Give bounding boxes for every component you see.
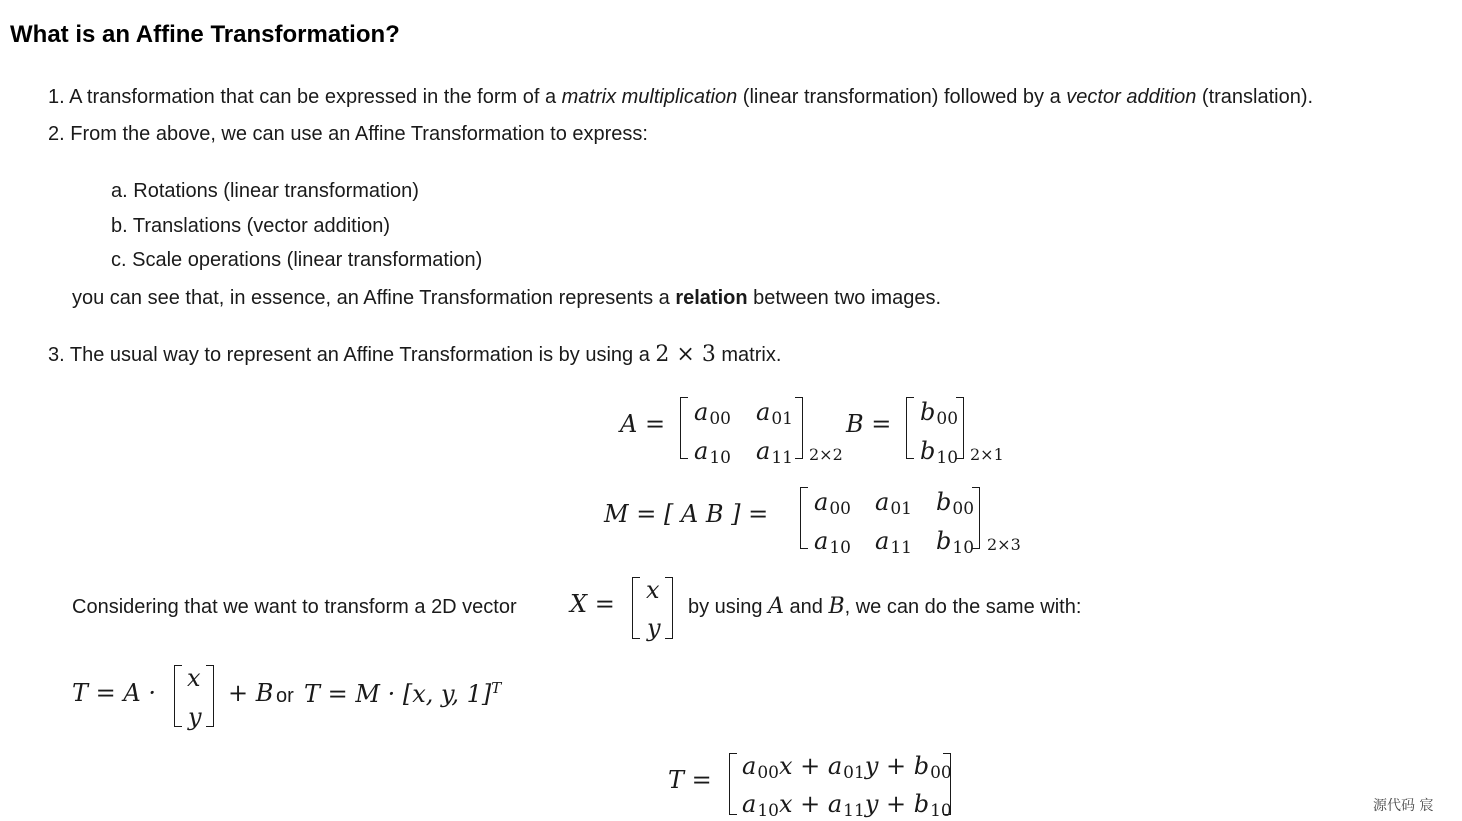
M-dimension: 2×3 (987, 535, 1021, 554)
vec-x: x (646, 576, 660, 604)
B-cell-10: b10 (920, 437, 959, 468)
considering-text-b: by using A and B, we can do the same with: (688, 594, 1082, 619)
list-number: 3. (48, 344, 65, 366)
sub-item-a (111, 179, 419, 203)
bracket-right (943, 753, 951, 815)
summary-bold: relation (675, 287, 748, 309)
eq-B-label: B = (846, 410, 892, 438)
sub-text: Rotations (linear transformation) (133, 180, 419, 202)
B-cell-00: b00 (920, 398, 959, 429)
M-cell-10: a10 (814, 527, 851, 558)
eq-plus-B: + B (228, 679, 274, 707)
sub-text: Scale operations (linear transformation) (132, 249, 483, 271)
bracket-right (206, 665, 214, 727)
item3-text-a: The usual way to represent an Affine Transformation is by using a (69, 344, 656, 366)
item1-text-c: (translation). (1196, 86, 1314, 108)
B-dimension: 2×1 (970, 445, 1004, 464)
list-number: 1. (48, 86, 65, 108)
M-cell-11: a11 (875, 527, 912, 558)
item2-summary (72, 286, 941, 310)
vec-y: y (647, 614, 661, 642)
bracket-left (174, 665, 182, 727)
item3-math: 2 × 3 (655, 342, 716, 367)
list-item-1 (48, 85, 1313, 109)
M-cell-02: b00 (936, 488, 975, 519)
page-title: What is an Affine Transformation? (10, 21, 400, 48)
M-cell-00: a00 (814, 488, 851, 519)
bracket-left (906, 397, 914, 459)
A-dimension: 2×2 (809, 445, 843, 464)
bracket-right (956, 397, 964, 459)
A-cell-01: a01 (756, 398, 793, 429)
sub-letter: b. (111, 215, 128, 237)
item1-text-a: A transformation that can be expressed in the form of a (69, 86, 562, 108)
list-number: 2. (48, 123, 65, 145)
list-item-2 (48, 122, 648, 146)
summary-text-a: you can see that, in essence, an Affine Transformation represents a (72, 287, 676, 309)
A-cell-10: a10 (694, 437, 731, 468)
A-cell-11: a11 (756, 437, 793, 468)
T-row-2: a10x + a11y + b10 (742, 790, 952, 821)
bracket-right (972, 487, 980, 549)
list-item-3 (48, 343, 781, 367)
sub-item-c (111, 248, 482, 272)
vec-y: y (188, 703, 202, 731)
item1-text-b: (linear transformation) followed by a (737, 86, 1067, 108)
eq-A-label: A = (620, 410, 666, 438)
item2-text: From the above, we can use an Affine Transformation to express: (70, 123, 648, 145)
A-cell-00: a00 (694, 398, 731, 429)
sub-text: Translations (vector addition) (132, 215, 391, 237)
eq-T-final-lhs: T = (668, 766, 712, 794)
bracket-left (800, 487, 808, 549)
M-cell-12: b10 (936, 527, 975, 558)
bracket-left (729, 753, 737, 815)
bracket-left (632, 577, 640, 639)
bracket-left (680, 397, 688, 459)
sub-letter: a. (111, 180, 128, 202)
summary-text-b: between two images. (747, 287, 942, 309)
item1-emphasis-a: matrix multiplication (561, 86, 738, 108)
bracket-right (665, 577, 673, 639)
item3-text-b: matrix. (715, 344, 782, 366)
eq-T-lhs: T = A · (72, 679, 156, 707)
vec-x: x (187, 664, 201, 692)
sub-letter: c. (111, 249, 127, 271)
watermark: 源代码 宸 (1373, 798, 1434, 814)
or-text: or (276, 685, 294, 707)
eq-T-rhs: T = M · [x, y, 1]$^T$ (304, 679, 502, 708)
eq-M-label: M = [ A B ] = (604, 500, 769, 528)
bracket-right (795, 397, 803, 459)
T-row-1: a00x + a01y + b00 (742, 752, 952, 783)
sub-item-b (111, 214, 390, 238)
item1-emphasis-b: vector addition (1066, 86, 1197, 108)
eq-X-label: X = (570, 590, 615, 618)
M-cell-01: a01 (875, 488, 912, 519)
considering-text-a: Considering that we want to transform a 2D vector (72, 596, 517, 618)
